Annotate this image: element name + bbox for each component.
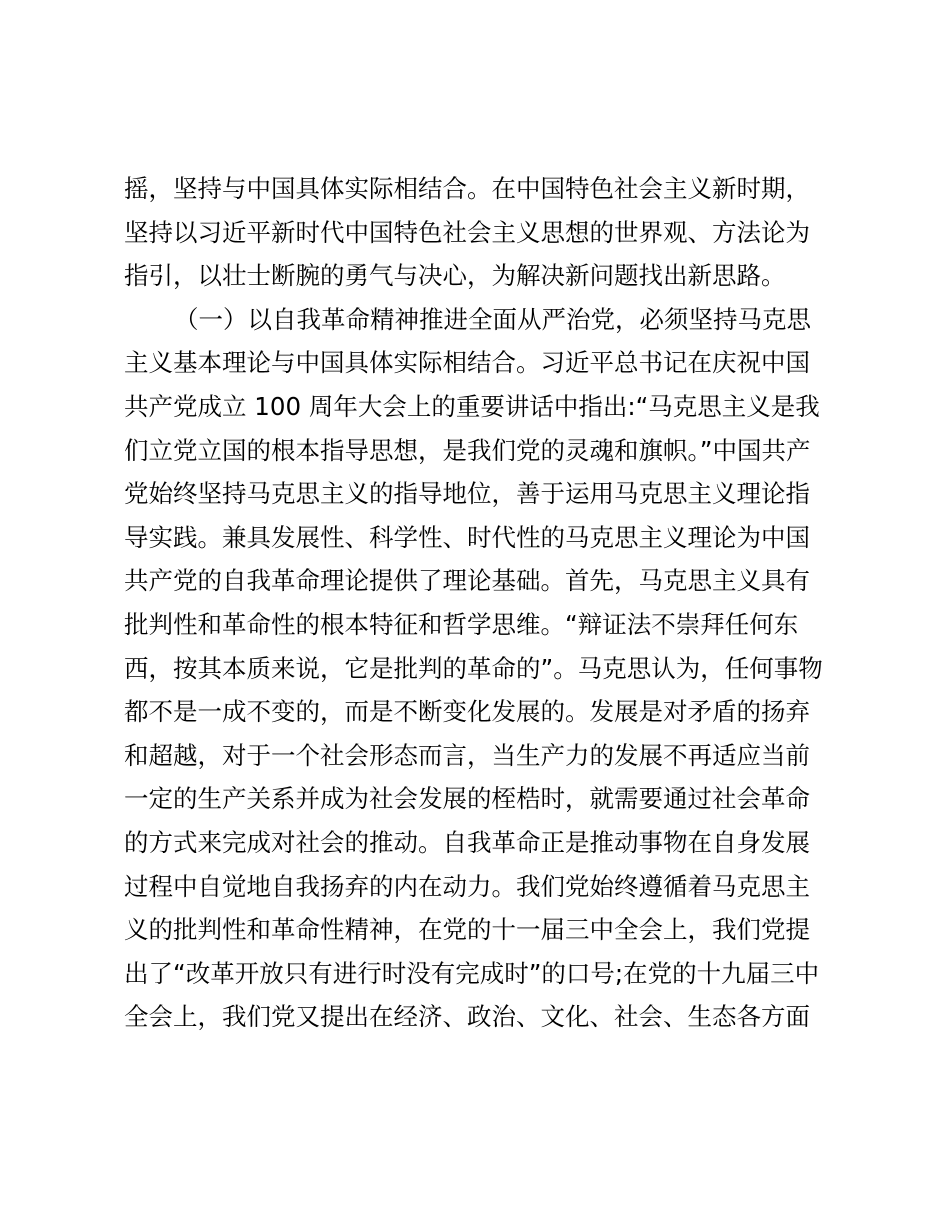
text-line: 西，按其本质来说，它是批判的革命的”。马克思认为，任何事物 bbox=[124, 653, 823, 683]
body-text bbox=[124, 167, 834, 1039]
text-line: 一定的生产关系并成为社会发展的桎梏时，就需要通过社会革命 bbox=[124, 784, 810, 814]
text-line: 过程中自觉地自我扬弃的内在动力。我们党始终遵循着马克思主 bbox=[124, 871, 810, 901]
section-heading-line: （一）以自我革命精神推进全面从严治党，必须坚持马克思 bbox=[174, 304, 811, 334]
text-line: 和超越，对于一个社会形态而言，当生产力的发展不再适应当前 bbox=[124, 740, 810, 770]
text-line: 全会上，我们党又提出在经济、政治、文化、社会、生态各方面 bbox=[124, 1002, 810, 1032]
text-line: 都不是一成不变的，而是不断变化发展的。发展是对矛盾的扬弃 bbox=[124, 697, 810, 727]
text-line: 义的批判性和革命性精神，在党的十一届三中全会上，我们党提 bbox=[124, 915, 810, 945]
text-line: 坚持以习近平新时代中国特色社会主义思想的世界观、方法论为 bbox=[124, 217, 810, 247]
text-line: 出了“改革开放只有进行时没有完成时”的口号;在党的十九届三中 bbox=[124, 958, 820, 988]
text-line: 主义基本理论与中国具体实际相结合。习近平总书记在庆祝中国 bbox=[124, 348, 810, 378]
text-line: 共产党成立 100 周年大会上的重要讲话中指出:“马克思主义是我 bbox=[124, 391, 820, 421]
text-line: 指引，以壮士断腕的勇气与决心，为解决新问题找出新思路。 bbox=[124, 261, 786, 291]
text-line: 的方式来完成对社会的推动。自我革命正是推动事物在自身发展 bbox=[124, 827, 810, 857]
text-line: 批判性和革命性的根本特征和哲学思维。“辩证法不崇拜任何东 bbox=[124, 609, 799, 639]
text-line: 们立党立国的根本指导思想，是我们党的灵魂和旗帜。”中国共产 bbox=[124, 435, 811, 465]
text-line: 党始终坚持马克思主义的指导地位，善于运用马克思主义理论指 bbox=[124, 479, 810, 509]
text-line: 共产党的自我革命理论提供了理论基础。首先，马克思主义具有 bbox=[124, 566, 810, 596]
text-line: 摇，坚持与中国具体实际相结合。在中国特色社会主义新时期， bbox=[124, 174, 810, 203]
text-line: 导实践。兼具发展性、科学性、时代性的马克思主义理论为中国 bbox=[124, 522, 810, 552]
